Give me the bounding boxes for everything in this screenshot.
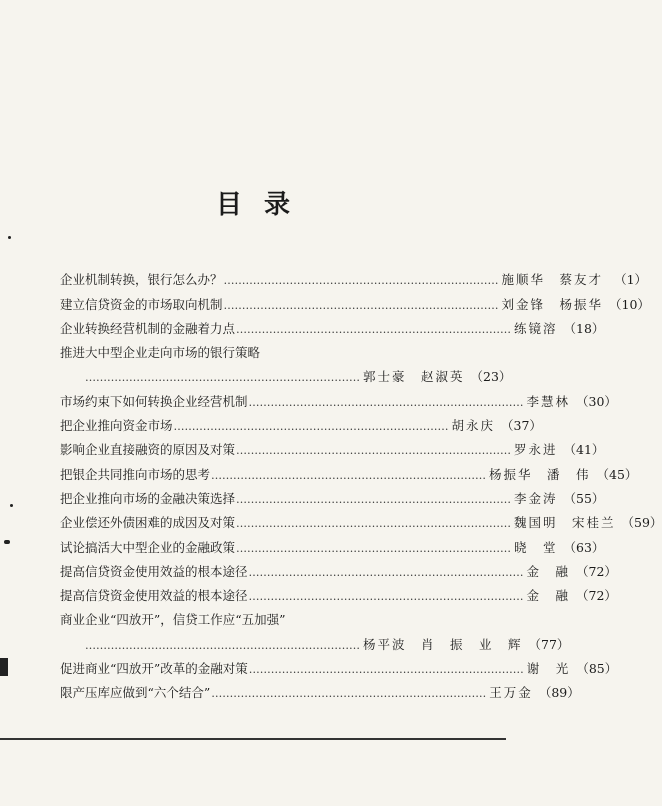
toc-entry-page: （63）	[563, 539, 605, 555]
toc-entry[interactable]	[60, 580, 617, 604]
toc-entry[interactable]	[60, 677, 580, 701]
toc-entry[interactable]	[60, 507, 662, 531]
toc-entry[interactable]	[60, 434, 605, 458]
dot-leader: …………………………………………………………………	[248, 663, 524, 677]
toc-entry-title: 把企业推向市场的金融决策选择	[60, 490, 236, 506]
toc-entry[interactable]	[60, 264, 648, 288]
toc-entry-title: 市场约束下如何转换企业经营机制	[60, 393, 248, 409]
toc-entry[interactable]	[60, 458, 638, 482]
toc-entry-heading[interactable]	[60, 604, 444, 628]
toc-entry-author: 李慧林	[526, 393, 571, 409]
dot-leader: …………………………………………………………………	[236, 541, 512, 555]
toc-entry-author: 刘金锋 杨振华	[501, 296, 604, 312]
toc-entry-author: 王万金	[489, 685, 533, 701]
toc-entry-page: （41）	[563, 442, 605, 458]
toc-entry[interactable]	[60, 313, 605, 337]
toc-entry-title: 企业转换经营机制的金融着力点	[60, 320, 236, 336]
toc-entry-page: （72）	[576, 563, 617, 579]
toc-entry-heading[interactable]	[60, 337, 444, 361]
toc-entry-author: 罗永进	[514, 442, 558, 458]
toc-entry-title: 提高信贷资金使用效益的根本途径	[60, 588, 248, 604]
toc-entry-continuation[interactable]	[60, 361, 512, 385]
toc-entry-title: 提高信贷资金使用效益的根本途径	[60, 563, 248, 579]
toc-entry[interactable]	[60, 556, 617, 580]
toc-entry-author: 金 融	[526, 563, 571, 579]
dot-leader: …………………………………………………………………	[211, 687, 487, 701]
dot-leader: …………………………………………………………………	[236, 444, 512, 458]
scan-blot	[0, 658, 8, 676]
toc-entry-title: 建立信贷资金的市场取向机制	[60, 296, 223, 312]
toc-entry-author: 谢 光	[526, 661, 571, 677]
toc-entry-page: （72）	[576, 588, 617, 604]
dot-leader: …………………………………………………………………	[236, 517, 512, 531]
toc-entry-page: （77）	[528, 636, 570, 652]
toc-entry-author: 胡永庆	[451, 418, 496, 434]
scan-speck	[4, 540, 10, 544]
toc-entry-author: 金 融	[526, 588, 571, 604]
toc-entry-author: 晓 堂	[514, 539, 558, 555]
toc-entry-page: （18）	[563, 320, 605, 336]
toc-entry-page: （55）	[563, 490, 605, 506]
dot-leader: …………………………………………………………………	[223, 298, 499, 312]
toc-entry-title: 试论搞活大中型企业的金融政策	[60, 539, 236, 555]
toc-entry-title: 企业机制转换，银行怎么办？	[60, 272, 223, 288]
dot-leader: …………………………………………………………………	[85, 371, 360, 385]
toc-entry-author: 杨平波 肖 振 业 辉	[363, 636, 523, 652]
toc-entry-title: 影响企业直接融资的原因及对策	[60, 442, 236, 458]
toc-entry[interactable]	[60, 410, 542, 434]
toc-entry-title: 推进大中型企业走向市场的银行策略	[60, 345, 261, 361]
toc-entry-page: （89）	[538, 685, 580, 701]
toc-entry-page: （30）	[576, 393, 617, 409]
toc-entry-author: 练镜溶	[514, 320, 558, 336]
toc-entry[interactable]	[60, 385, 617, 409]
toc-entry-page: （59）	[621, 515, 662, 531]
toc-entry[interactable]	[60, 288, 650, 312]
dot-leader: …………………………………………………………………	[248, 590, 524, 604]
page-title: 目录	[215, 190, 312, 220]
toc-entry[interactable]	[60, 531, 605, 555]
dot-leader: …………………………………………………………………	[223, 274, 499, 288]
toc-entry-page: （1）	[614, 272, 648, 288]
toc-entry-page: （85）	[576, 661, 618, 677]
toc-entry-title: 把银企共同推向市场的思考	[60, 466, 211, 482]
toc-entry[interactable]	[60, 653, 618, 677]
dot-leader: …………………………………………………………………	[236, 492, 512, 506]
toc-entry-author: 郭士豪 赵淑英	[363, 369, 465, 385]
dot-leader: …………………………………………………………………	[236, 322, 512, 336]
toc-entry-author: 施顺华 蔡友才	[501, 272, 604, 288]
table-of-contents	[60, 264, 662, 701]
dot-leader: …………………………………………………………………	[85, 638, 360, 652]
toc-entry-title: 企业偿还外债困难的成因及对策	[60, 515, 236, 531]
toc-entry-continuation[interactable]	[60, 628, 570, 652]
scan-speck	[10, 504, 13, 507]
toc-entry-title: 商业企业“四放开”，信贷工作应“五加强”	[60, 612, 286, 628]
toc-entry-page: （23）	[470, 369, 512, 385]
toc-entry-author: 魏国明 宋桂兰	[514, 515, 616, 531]
dot-leader: …………………………………………………………………	[248, 565, 524, 579]
bottom-page-edge	[0, 738, 506, 740]
toc-entry-title: 把企业推向资金市场	[60, 418, 173, 434]
toc-entry-author: 杨振华 潘 伟	[489, 466, 591, 482]
dot-leader: …………………………………………………………………	[211, 468, 487, 482]
dot-leader: …………………………………………………………………	[248, 395, 524, 409]
toc-entry-title: 促进商业“四放开”改革的金融对策	[60, 661, 248, 677]
toc-entry[interactable]	[60, 483, 605, 507]
toc-entry-page: （37）	[501, 418, 542, 434]
toc-entry-title: 限产压库应做到“六个结合”	[60, 685, 211, 701]
dot-leader: …………………………………………………………………	[173, 420, 449, 434]
toc-entry-author: 李金涛	[514, 490, 558, 506]
toc-entry-page: （10）	[609, 296, 650, 312]
toc-entry-page: （45）	[596, 466, 638, 482]
scan-speck	[8, 236, 11, 239]
